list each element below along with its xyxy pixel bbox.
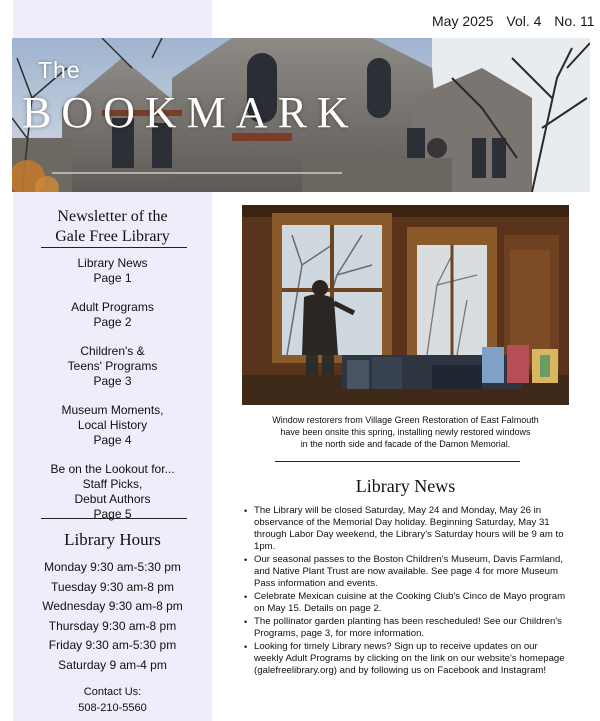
issue-date: May 2025 bbox=[432, 13, 494, 29]
hours-row: Thursday 9:30 am-8 pm bbox=[48, 618, 177, 633]
toc-item-library-news[interactable]: Library News Page 1 bbox=[77, 256, 148, 285]
hours-title: Library Hours bbox=[64, 530, 161, 549]
sidebar-title-line1: Newsletter of the bbox=[57, 208, 168, 225]
toc-item-museum-moments[interactable]: Museum Moments, Local History Page 4 bbox=[61, 403, 164, 447]
masthead-title: BOOKMARK bbox=[22, 88, 359, 137]
news-item: • Looking for timely Library news? Sign up to receive updates on our weekly Adult Programs by clicking on the link on our website's homepage (galefreelibrary.org) and by following us on Facebook and Instagram! bbox=[242, 641, 569, 677]
news-item: • The pollinator garden planting has been rescheduled! See our Children's Programs, page 3, for more information. bbox=[242, 616, 569, 640]
library-news-list bbox=[242, 505, 569, 678]
hours-row: Friday 9:30 am-5:30 pm bbox=[48, 638, 177, 653]
hours-row: Wednesday 9:30 am-8 pm bbox=[42, 599, 183, 614]
contact-info bbox=[13, 684, 212, 716]
issue-volume: Vol. 4 bbox=[506, 13, 542, 29]
library-news-heading: Library News bbox=[355, 476, 456, 496]
contact-label: Contact Us: bbox=[83, 686, 142, 698]
hours-row: Saturday 9 am-4 pm bbox=[58, 657, 167, 672]
news-item: • Our seasonal passes to the Boston Children's Museum, Davis Farmland, and Native Plant Trust are now available. See page 4 for more Museum Pass information and events. bbox=[242, 554, 569, 590]
contact-phone[interactable]: 508-210-5560 bbox=[78, 702, 147, 714]
news-item: • Celebrate Mexican cuisine at the Cooking Club's Cinco de Mayo program on May 15. Details on page 2. bbox=[242, 591, 569, 615]
toc-item-lookout[interactable]: Be on the Lookout for... Staff Picks, Debut Authors Page 5 bbox=[50, 462, 175, 521]
caption-divider bbox=[275, 461, 520, 462]
sidebar-divider-middle bbox=[41, 518, 187, 519]
news-item: • The Library will be closed Saturday, May 24 and Monday, May 26 in observance of the Memorial Day holiday. Beginning Saturday, May 31 through Labor Day weekend, the Library's Saturday hours will be 9 am to 1pm. bbox=[242, 505, 569, 553]
masthead-prefix: The bbox=[38, 57, 81, 83]
toc-item-adult-programs[interactable]: Adult Programs Page 2 bbox=[71, 300, 154, 329]
restorer-at-window-image bbox=[242, 205, 569, 405]
issue-number: No. 11 bbox=[554, 13, 595, 29]
issue-info bbox=[432, 13, 595, 29]
hours-row: Monday 9:30 am-5:30 pm bbox=[44, 560, 181, 574]
sidebar-heading bbox=[13, 207, 212, 247]
photo-caption: Window restorers from Village Green Restoration of East Falmouth have been onsite this spring, installing newly restored windows in the north side and facade of the Damon Memorial. bbox=[272, 415, 539, 449]
sidebar-divider-top bbox=[41, 247, 187, 248]
toc-item-childrens-teens[interactable]: Children's & Teens' Programs Page 3 bbox=[67, 344, 158, 388]
window-restoration-photo bbox=[242, 205, 569, 405]
sidebar-title-line2: Gale Free Library bbox=[55, 228, 170, 245]
hours-row: Tuesday 9:30 am-8 pm bbox=[51, 579, 174, 594]
masthead-banner bbox=[12, 38, 590, 192]
library-hours bbox=[13, 530, 212, 676]
table-of-contents bbox=[13, 256, 212, 536]
